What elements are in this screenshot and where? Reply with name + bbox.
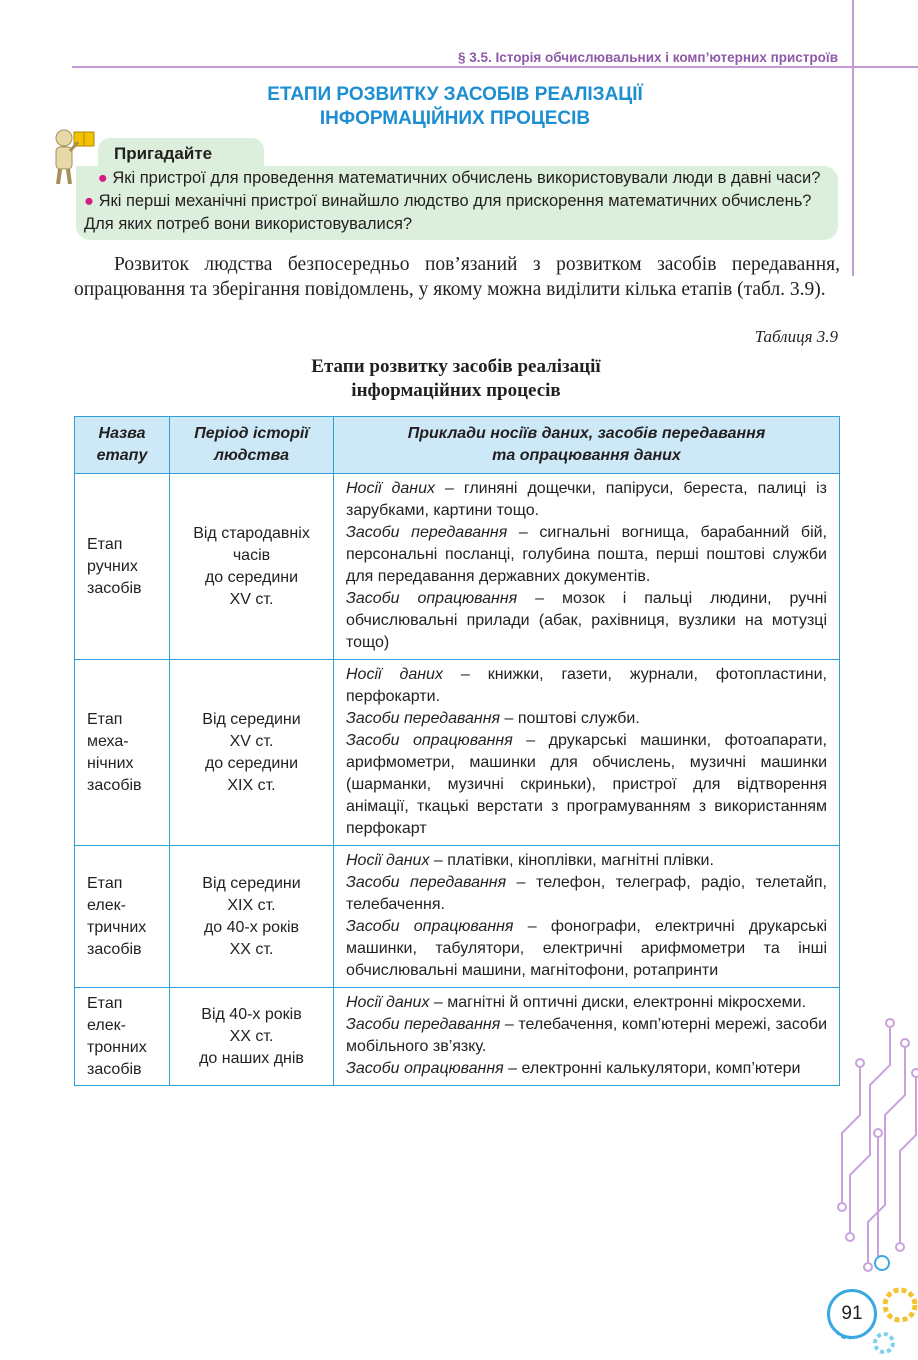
examples-cell bbox=[334, 474, 840, 660]
chapter-title bbox=[160, 83, 750, 131]
bullet-icon: ● bbox=[84, 192, 94, 210]
examples-cell bbox=[334, 988, 840, 1086]
table-row bbox=[75, 988, 840, 1086]
table-title bbox=[150, 355, 762, 403]
recall-title: Пригадайте bbox=[114, 144, 213, 163]
table-row bbox=[75, 846, 840, 988]
examples-cell bbox=[334, 660, 840, 846]
chapter-title-line: ЕТАПИ РОЗВИТКУ ЗАСОБІВ РЕАЛІЗАЦІЇ bbox=[267, 84, 643, 105]
intro-paragraph bbox=[74, 252, 840, 302]
example-item: Носії даних – глиняні дощечки, папіруси, береста, палиці із зарубками, картини тощо. bbox=[346, 480, 827, 519]
recall-questions bbox=[84, 167, 830, 236]
period-cell: Від середини XIX ст. до 40-х років XX ст. bbox=[170, 846, 334, 988]
recall-question: Які пристрої для проведення математичних обчислень використовували люди в давні часи? bbox=[112, 169, 821, 187]
stage-name-cell: Етап ручних засобів bbox=[75, 474, 170, 660]
example-item: Засоби передавання – телебачення, комп’ютерні мережі, засоби мобільного зв’язку. bbox=[346, 1016, 828, 1055]
period-cell: Від середини XV ст. до середини XIX ст. bbox=[170, 660, 334, 846]
table-row bbox=[75, 474, 840, 660]
table-title-line: інформаційних процесів bbox=[351, 380, 561, 401]
table-row bbox=[75, 660, 840, 846]
period-cell: Від 40-х років XX ст. до наших днів bbox=[170, 988, 334, 1086]
example-item: Засоби передавання – поштові служби. bbox=[346, 710, 640, 727]
header-rule bbox=[72, 66, 918, 68]
table-title-line: Етапи розвитку засобів реалізації bbox=[311, 356, 601, 377]
stage-name-cell: Етап елек- тронних засобів bbox=[75, 988, 170, 1086]
table-header-row bbox=[75, 417, 840, 474]
stage-name-cell: Етап меха- нічних засобів bbox=[75, 660, 170, 846]
example-item: Носії даних – платівки, кіноплівки, магнітні плівки. bbox=[346, 852, 714, 869]
bullet-icon: ● bbox=[97, 169, 108, 187]
header-stage-name: Назва етапу bbox=[75, 417, 170, 474]
recall-question: Які перші механічні пристрої винайшло людство для прискорення математичних обчислень? Для яких потреб вони використовувалися? bbox=[84, 192, 812, 233]
example-item: Засоби опрацювання – мозок і пальці людини, ручні обчислювальні прилади (абак, рахівниця, вузлики на мотузці тощо) bbox=[346, 590, 827, 651]
chapter-title-line: ІНФОРМАЦІЙНИХ ПРОЦЕСІВ bbox=[319, 108, 591, 129]
header-period: Період історії людства bbox=[170, 417, 334, 474]
example-item: Носії даних – магнітні й оптичні диски, електронні мікросхеми. bbox=[346, 994, 807, 1011]
period-cell: Від стародавніх часів до середини XV ст. bbox=[170, 474, 334, 660]
example-item: Засоби опрацювання – електронні калькулятори, комп’ютери bbox=[346, 1060, 801, 1077]
header-examples: Приклади носіїв даних, засобів передавання та опрацювання даних bbox=[334, 417, 840, 474]
margin-rule bbox=[852, 0, 854, 276]
examples-cell bbox=[334, 846, 840, 988]
page-number: 91 bbox=[827, 1289, 877, 1339]
stages-table bbox=[74, 416, 840, 1086]
intro-text: Розвиток людства безпосередньо пов’язаний з розвитком засобів передавання, опрацювання та зберігання повідомлень, у якому можна виділити кілька етапів (табл. 3.9). bbox=[74, 254, 840, 300]
example-item: Засоби передавання – сигнальні вогнища, барабанний бій, персональні посланці, голубина пошта, перші поштові служби для передавання державних документів. bbox=[346, 524, 828, 585]
example-item: Засоби опрацювання – друкарські машинки, фотоапарати, арифмометри, машинки для обчислень, музичні машинки (шарманки, музичні скриньки), пристрої для відтворення анімації, ткацькі верстати з програмуванням з використанням перфокарт bbox=[346, 732, 827, 837]
example-item: Засоби опрацювання – фонографи, електричні друкарські машинки, табулятори, електричні арифмометри та інші обчислювальні машини, магнітофони, ротапринти bbox=[346, 918, 828, 979]
example-item: Засоби передавання – телефон, телеграф, радіо, телетайп, телебачення. bbox=[346, 874, 827, 913]
stage-name-cell: Етап елек- тричних засобів bbox=[75, 846, 170, 988]
example-item: Носії даних – книжки, газети, журнали, фотопластини, перфокарти. bbox=[346, 666, 828, 705]
table-reference: Таблиця 3.9 bbox=[754, 327, 838, 346]
section-header: § 3.5. Історія обчислювальних і комп’ютерних пристроїв bbox=[457, 50, 838, 65]
